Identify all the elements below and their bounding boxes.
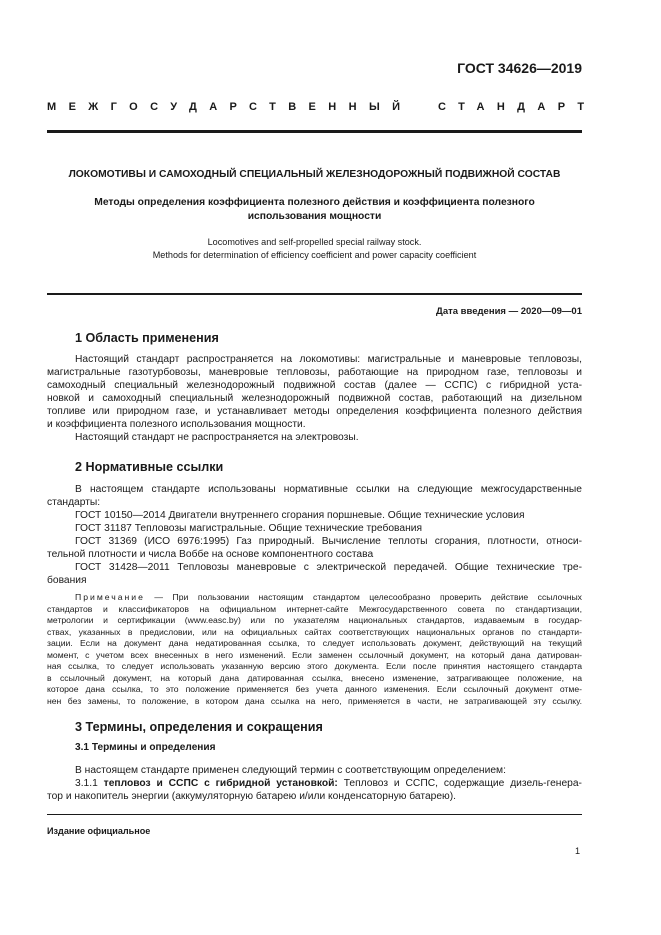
note-line: ствах, указанных в предисловии, или на официальных сайтах соответствующих национальных органов по стандарти- [47, 626, 582, 637]
english-title-line: Locomotives and self-propelled special railway stock. [207, 237, 422, 247]
term-definition-line [75, 777, 582, 790]
page-number: 1 [575, 846, 581, 856]
reference-item-continued: тельной плотности и числа Воббе на основе компонентного состава [47, 549, 374, 560]
subtitle-line: Методы определения коэффициента полезного действия и коэффициента полезного [94, 197, 535, 208]
section-1-heading: 1 Область применения [75, 331, 219, 345]
note-line: метрологии и сертификации (www.easc.by) или по указателям национальных стандартов, издаваемым в государ- [47, 615, 582, 625]
standard-category-left: МЕЖГОСУДАРСТВЕННЫЙ [47, 101, 413, 113]
note-text: — При пользовании настоящим стандартом целесообразно проверить действие ссылочных [144, 592, 582, 602]
paragraph-line: и коэффициента полезного использования мощности. [47, 419, 306, 430]
document-subtitle [47, 196, 582, 223]
reference-item: ГОСТ 31428—2011 Тепловозы маневровые с электрической передачей. Общие технические тре- [75, 562, 582, 573]
paragraph-line: топливе или природном газе, и устанавливает методы определения коэффициента полезного действия [47, 406, 582, 417]
term-definition: Тепловоз и ССПС, содержащие дизель-генера- [337, 778, 582, 789]
paragraph-line: В настоящем стандарте применен следующий термин с соответствующим определением: [75, 765, 506, 776]
paragraph-line: Настоящий стандарт распространяется на локомотивы: магистральные и маневровые тепловозы, [75, 354, 582, 365]
note-line: момент, с учетом всех внесенных в него изменений. Если заменен ссылочный документ, на который дана датирован- [47, 649, 582, 660]
footer-divider [47, 814, 582, 815]
paragraph-line: магистральные газотурбовозы, маневровые тепловозы, работающие на природном газе, тепловозы и [47, 367, 582, 378]
title-divider [47, 293, 582, 295]
note-line: в ссылочный документ, на который дана датированная ссылка, внесено изменение, затрагивающее положение, на [47, 672, 582, 683]
paragraph-line: самоходный специальный железнодорожный подвижной состав (далее — ССПС) с гибридной уста- [47, 380, 582, 391]
paragraph-line: Настоящий стандарт не распространяется на электровозы. [75, 432, 359, 443]
note-line: зации. Если на документ дана недатированная ссылка, то следует использовать документ, действующий на текущий [47, 638, 582, 648]
term-definition-line: тор и накопитель энергии (аккумуляторную батарею и/или конденсаторную батарею). [47, 791, 457, 802]
header-divider [47, 130, 582, 133]
paragraph-line: В настоящем стандарте использованы нормативные ссылки на следующие межгосударственные [75, 484, 582, 495]
note-label: Примечание [75, 592, 145, 602]
introduction-date: Дата введения — 2020—09—01 [436, 306, 582, 317]
note-line: которое дана ссылка, то это положение применяется без учета данного изменения. Если ссылочный документ отме- [47, 684, 582, 694]
note-line: ная ссылка, то следует использовать указанную версию этого документа. Если после принятия настоящего стандарта [47, 661, 582, 671]
paragraph-line: новкой и самоходный специальный железнодорожный подвижной состав, работающий на дизельном [47, 393, 582, 404]
reference-item: ГОСТ 31187 Тепловозы магистральные. Общие технические требования [75, 523, 423, 534]
standard-category-right: СТАНДАРТ [438, 101, 597, 113]
section-2-heading: 2 Нормативные ссылки [75, 460, 224, 474]
note-line: нен без замены, то положение, в котором дана ссылка на него, применяется в части, не затрагивающей эту ссылку. [47, 695, 582, 706]
document-number: ГОСТ 34626—2019 [457, 60, 582, 76]
official-edition-label: Издание официальное [47, 826, 151, 836]
note-first-line [75, 592, 582, 603]
section-3-heading: 3 Термины, определения и сокращения [75, 720, 323, 734]
document-title: ЛОКОМОТИВЫ И САМОХОДНЫЙ СПЕЦИАЛЬНЫЙ ЖЕЛЕЗНОДОРОЖНЫЙ ПОДВИЖНОЙ СОСТАВ [68, 169, 561, 180]
english-title-line: Methods for determination of efficiency coefficient and power capacity coefficient [152, 249, 477, 260]
reference-item: ГОСТ 10150—2014 Двигатели внутреннего сгорания поршневые. Общие технические условия [75, 510, 525, 521]
paragraph-line: стандарты: [47, 497, 101, 508]
note-line: стандартов и классификаторов на официальном интернет-сайте Межгосударственного совета по стандартизации, [47, 603, 582, 614]
reference-item: ГОСТ 31369 (ИСО 6976:1995) Газ природный. Вычисление теплоты сгорания, плотности, относи- [75, 536, 582, 547]
subtitle-line: использования мощности [247, 210, 382, 222]
term-name: тепловоз и ССПС с гибридной установкой: [103, 778, 338, 789]
term-number: 3.1.1 [75, 778, 104, 789]
english-title [47, 236, 582, 261]
reference-item-continued: бования [47, 575, 87, 586]
subsection-3-1-heading: 3.1 Термины и определения [75, 742, 216, 753]
